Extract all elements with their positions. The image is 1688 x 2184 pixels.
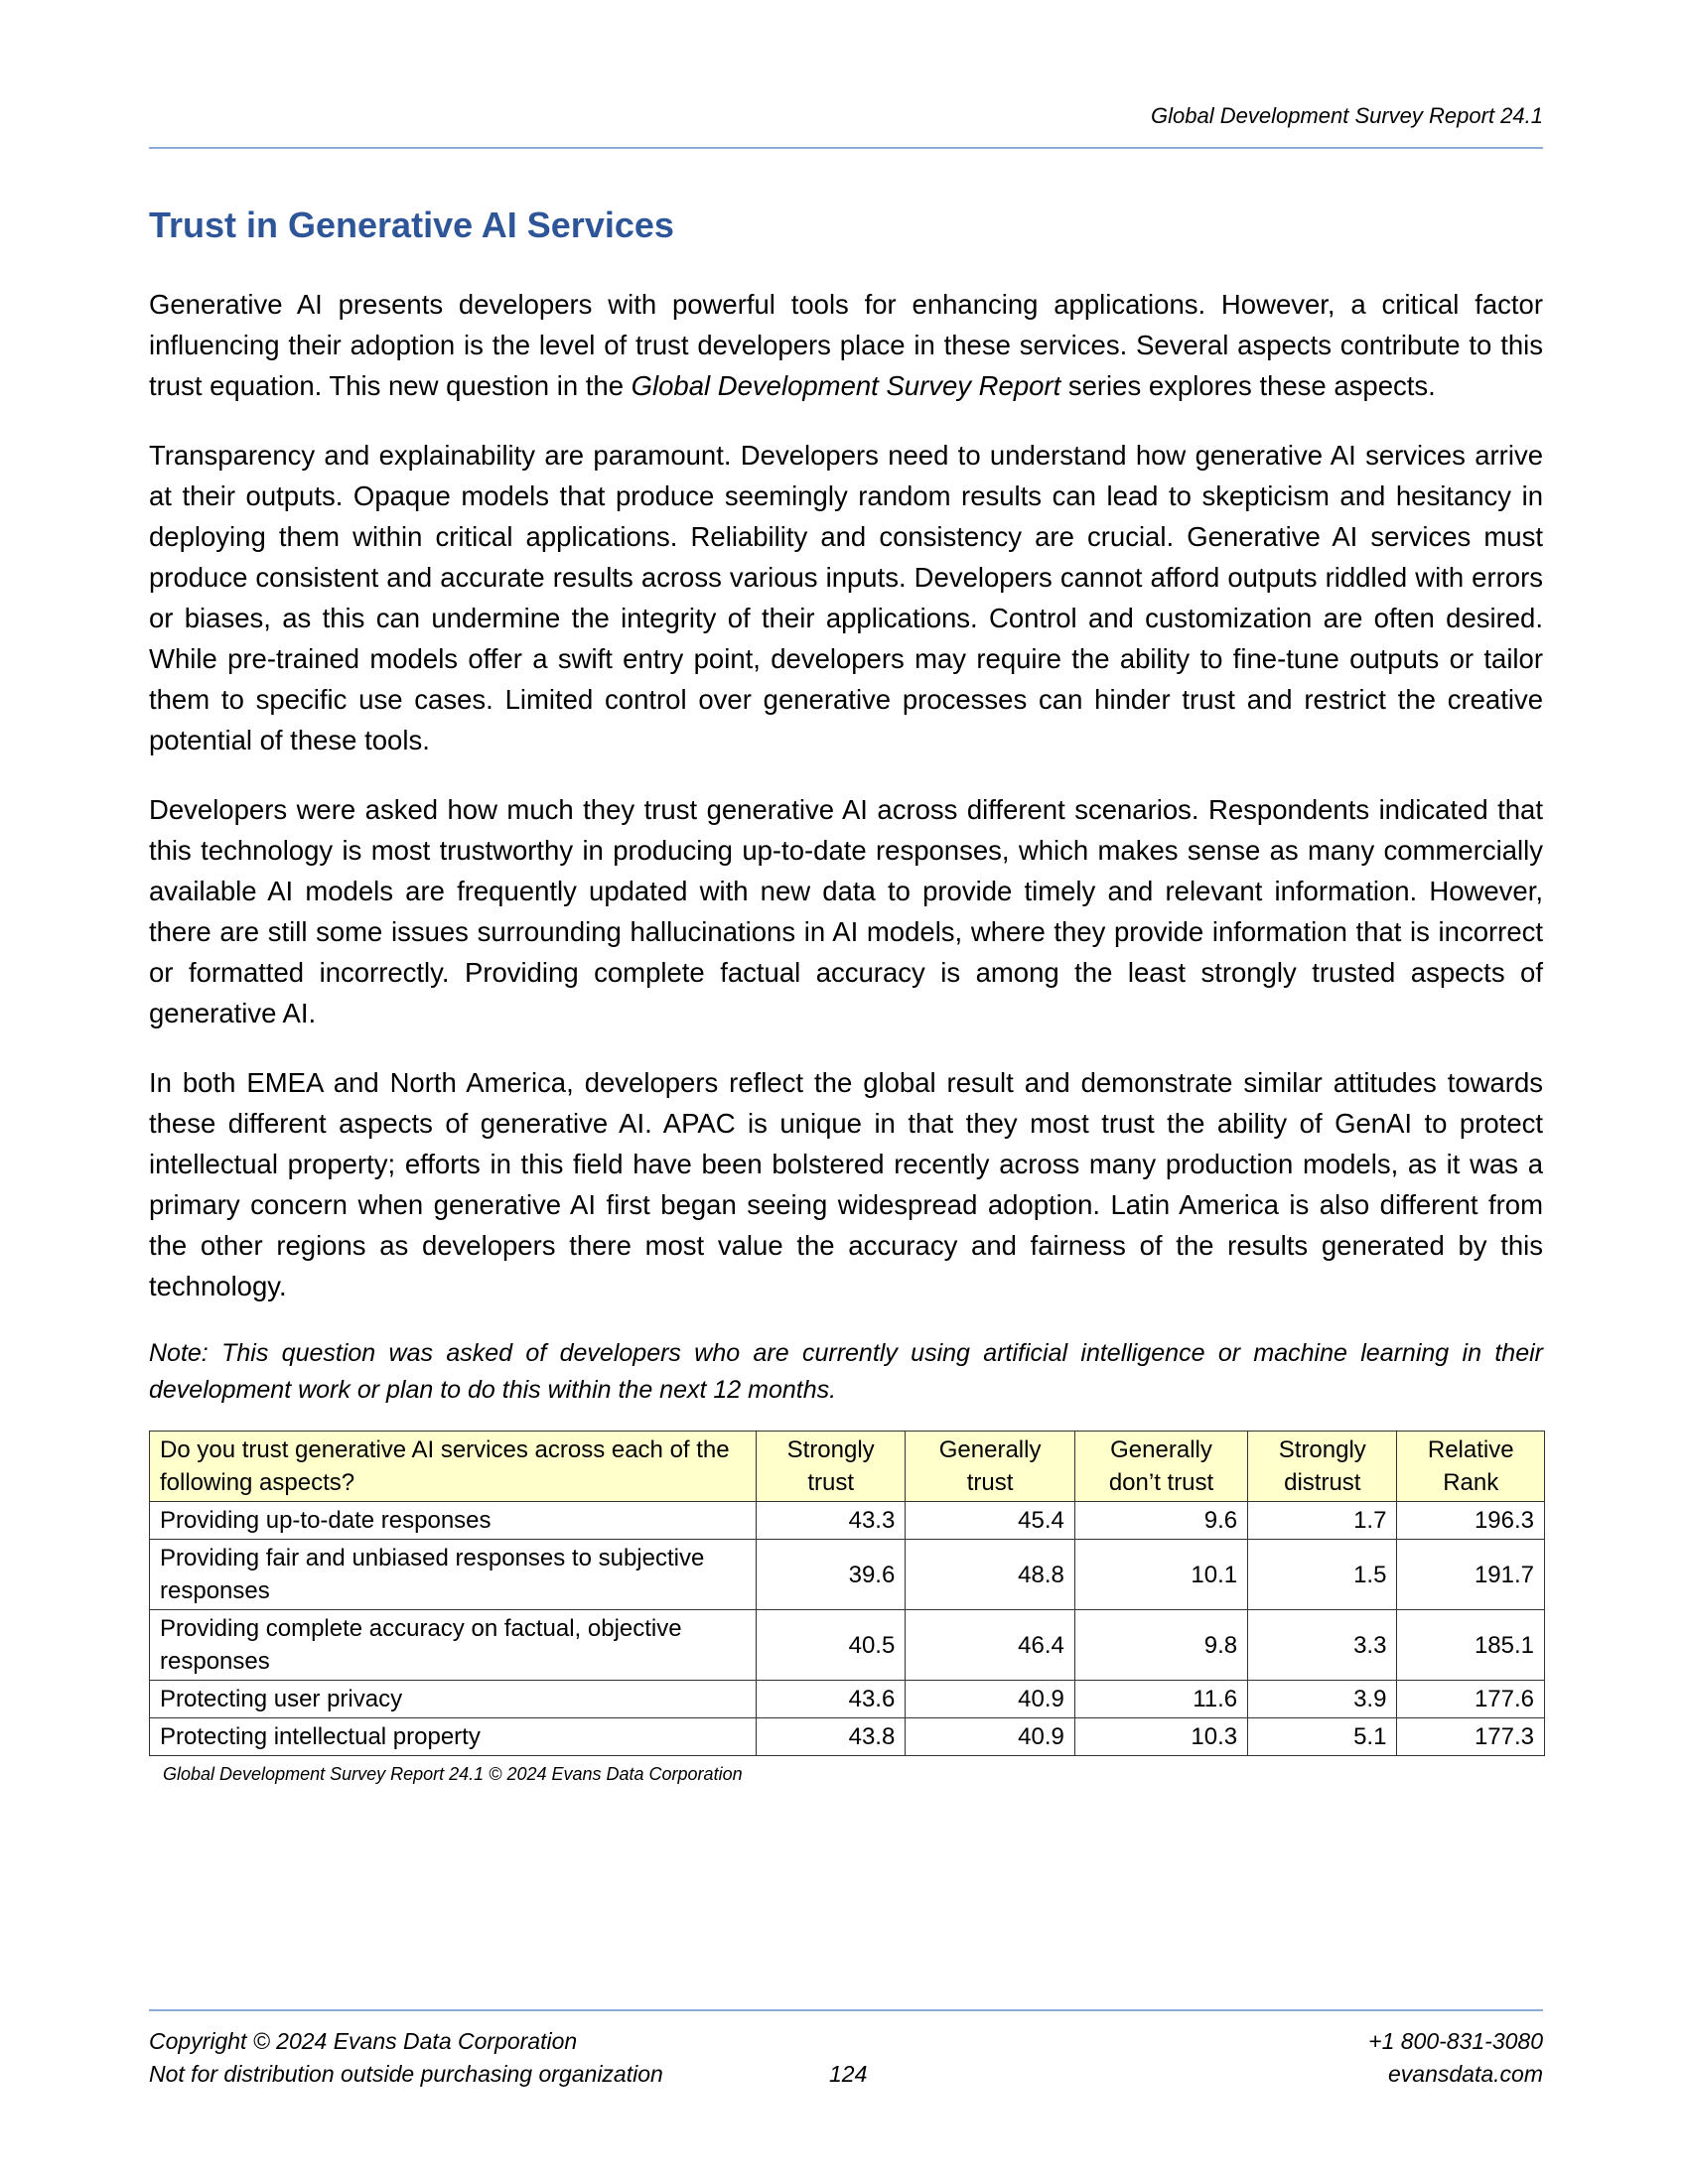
row-label: Providing up-to-date responses [150,1502,757,1540]
footer-distribution: Not for distribution outside purchasing organization [149,2061,663,2087]
cell-strongly-distrust: 1.7 [1248,1502,1397,1540]
header-strongly-trust: Strongly trust [757,1432,906,1502]
header-divider [149,147,1543,149]
cell-generally-trust: 45.4 [906,1502,1075,1540]
cell-generally-dont-trust: 10.1 [1074,1540,1247,1610]
page-number: 124 [829,2061,868,2087]
table-row [150,1502,1545,1540]
row-label: Protecting intellectual property [150,1718,757,1756]
cell-relative-rank: 196.3 [1397,1502,1545,1540]
cell-generally-dont-trust: 10.3 [1074,1718,1247,1756]
cell-strongly-distrust: 5.1 [1248,1718,1397,1756]
footer-right [1368,2025,1543,2091]
cell-strongly-distrust: 1.5 [1248,1540,1397,1610]
cell-generally-trust: 46.4 [906,1610,1075,1681]
cell-strongly-trust: 43.3 [757,1502,906,1540]
cell-strongly-trust: 43.8 [757,1718,906,1756]
footer-website: evansdata.com [1388,2061,1543,2087]
cell-generally-trust: 48.8 [906,1540,1075,1610]
row-label: Providing complete accuracy on factual, objective responses [150,1610,757,1681]
body-text [149,284,1543,1785]
footer-copyright: Copyright © 2024 Evans Data Corporation [149,2028,578,2054]
paragraph-4: In both EMEA and North America, developers reflect the global result and demonstrate similar attitudes towards these different aspects of generative AI. APAC is unique in that they most trust the ability of GenAI to protect intellectual property; efforts in this field have been bolstered recently across many production models, as it was a primary concern when generative AI first began seeing widespread adoption. Latin America is also different from the other regions as developers there most value the accuracy and fairness of the results generated by this technology. [149,1067,1543,1301]
trust-table [149,1431,1545,1756]
cell-strongly-trust: 40.5 [757,1610,906,1681]
table-header-row [150,1432,1545,1502]
document-page [149,0,1543,2184]
table-row [150,1718,1545,1756]
paragraph-1-part-a: Generative AI presents developers with powerful tools for enhancing applications. However, a critical factor influencing their adoption is the level of trust developers place in these services. Several aspects contribute to this trust equation. This new question in the [149,289,1543,401]
cell-strongly-distrust: 3.3 [1248,1610,1397,1681]
paragraph-1 [149,284,1543,406]
header-relative-rank: Relative Rank [1397,1432,1545,1502]
table-row [150,1610,1545,1681]
footer-divider [149,2009,1543,2011]
cell-strongly-trust: 39.6 [757,1540,906,1610]
header-generally-trust: Generally trust [906,1432,1075,1502]
row-label: Providing fair and unbiased responses to subjective responses [150,1540,757,1610]
cell-strongly-distrust: 3.9 [1248,1681,1397,1718]
table-row [150,1540,1545,1610]
cell-strongly-trust: 43.6 [757,1681,906,1718]
cell-relative-rank: 191.7 [1397,1540,1545,1610]
cell-generally-dont-trust: 11.6 [1074,1681,1247,1718]
table-caption: Global Development Survey Report 24.1 © 2024 Evans Data Corporation [163,1764,743,1784]
table-row [150,1681,1545,1718]
cell-generally-trust: 40.9 [906,1681,1075,1718]
paragraph-2: Transparency and explainability are paramount. Developers need to understand how generative AI services arrive at their outputs. Opaque models that produce seemingly random results can lead to skepticism and hesitancy in deploying them within critical applications. Reliability and consistency are crucial. Generative AI services must produce consistent and accurate results across various inputs. Developers cannot afford outputs riddled with errors or biases, as this can undermine the integrity of their applications. Control and customization are often desired. While pre-trained models offer a swift entry point, developers may require the ability to fine-tune outputs or tailor them to specific use cases. Limited control over generative processes can hinder trust and restrict the creative potential of these tools. [149,440,1543,755]
footer-phone: +1 800-831-3080 [1368,2028,1543,2054]
footer-left [149,2025,663,2091]
cell-relative-rank: 177.3 [1397,1718,1545,1756]
cell-generally-trust: 40.9 [906,1718,1075,1756]
table-question-header: Do you trust generative AI services across each of the following aspects? [150,1432,757,1502]
paragraph-3: Developers were asked how much they trust generative AI across different scenarios. Respondents indicated that this technology is most trustworthy in producing up-to-date responses, which makes sense as many commercially available AI models are frequently updated with new data to provide timely and relevant information. However, there are still some issues surrounding hallucinations in AI models, where they provide information that is incorrect or formatted incorrectly. Providing complete factual accuracy is among the least strongly trusted aspects of generative AI. [149,794,1543,1028]
header-strongly-distrust: Strongly distrust [1248,1432,1397,1502]
row-label: Protecting user privacy [150,1681,757,1718]
paragraph-1-part-b: series explores these aspects. [1060,370,1436,401]
cell-generally-dont-trust: 9.8 [1074,1610,1247,1681]
report-title-italic: Global Development Survey Report [631,370,1061,401]
running-header: Global Development Survey Report 24.1 [1151,103,1543,128]
section-title: Trust in Generative AI Services [149,205,674,245]
header-generally-dont-trust: Generally don’t trust [1074,1432,1247,1502]
cell-generally-dont-trust: 9.6 [1074,1502,1247,1540]
cell-relative-rank: 177.6 [1397,1681,1545,1718]
cell-relative-rank: 185.1 [1397,1610,1545,1681]
survey-note: Note: This question was asked of developers who are currently using artificial intelligence or machine learning in their development work or plan to do this within the next 12 months. [149,1339,1543,1404]
